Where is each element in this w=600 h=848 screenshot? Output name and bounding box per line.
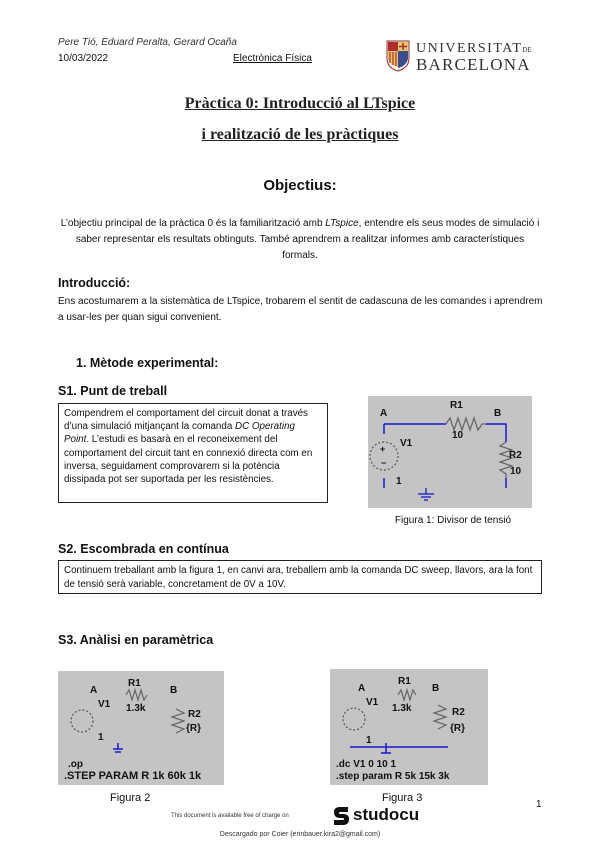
fig1-node-b: B [494, 408, 502, 419]
resistor-r1-icon [446, 418, 486, 430]
fig1-r2-label: R2 [509, 450, 522, 461]
fig3-command-dc: .dc V1 0 10 1 [336, 759, 397, 770]
fig2-node-a: A [90, 685, 98, 696]
figure-2-caption: Figura 2 [110, 792, 151, 804]
voltage-source-icon [343, 708, 365, 730]
page-title-line2: i realització de les pràctiques [201, 126, 399, 143]
figure-1-circuit [368, 396, 532, 508]
date: 10/03/2022 [58, 53, 109, 64]
fig2-r2-value: {R} [186, 723, 202, 734]
svg-text:+: + [380, 444, 386, 454]
fig1-v1-label: V1 [400, 438, 413, 449]
fig2-command-op: .op [68, 759, 83, 770]
studocu-logo[interactable] [331, 804, 441, 828]
fig1-v1-value: 1 [396, 476, 402, 487]
resistor-r2-icon [434, 705, 446, 729]
resistor-r2-icon [172, 709, 184, 733]
fig3-r2-value: {R} [450, 723, 466, 734]
fig2-r1-label: R1 [128, 678, 141, 689]
university-name-line1: UNIVERSITATDE [416, 41, 532, 56]
figure-3-caption: Figura 3 [382, 792, 423, 804]
studocu-availability-note: This document is available free of charge on [171, 813, 289, 819]
fig3-r1-value: 1.3k [392, 703, 412, 714]
fig3-v1-label: V1 [366, 697, 379, 708]
fig1-node-a: A [380, 408, 388, 419]
voltage-source-icon [71, 710, 93, 732]
fig1-r1-value: 10 [452, 430, 464, 441]
section-heading-metode: 1. Mètode experimental: [76, 356, 219, 370]
s2-text-box: Continuem treballant amb la figura 1, en canvi ara, treballem amb la comanda DC sweep, llavors, ara la font de tensió serà variable, concretament de 0V a 10V. [58, 560, 542, 594]
s3-heading: S3. Anàlisi en paramètrica [58, 633, 214, 647]
introduccio-heading: Introducció: [58, 276, 131, 290]
fig3-node-b: B [432, 683, 440, 694]
objectius-heading: Objectius: [263, 177, 337, 194]
figure-1-caption: Figura 1: Divisor de tensió [394, 515, 512, 526]
s1-heading: S1. Punt de treball [58, 384, 168, 398]
university-logo [386, 40, 532, 74]
figure-3-circuit [330, 669, 488, 785]
svg-text:−: − [381, 458, 387, 468]
resistor-r1-icon [126, 690, 147, 700]
s1-text-box: Compendrem el comportament del circuit donat a través d’una simulació mitjançant la comanda DC Operating Point. L’estudi es basarà en el reconeixement del comportament del circuit tant en connexió directa com en inversa, seguidament comprovarem si la potència dissipada pot ser suportada per les resistències. [58, 403, 328, 503]
ground-icon [418, 488, 434, 500]
page-title-line1: Pràctica 0: Introducció al LTspice [184, 95, 416, 112]
ground-icon [381, 743, 391, 753]
fig3-command-step: .step param R 5k 15k 3k [336, 771, 450, 782]
ground-icon [113, 743, 123, 752]
introduccio-text: Ens acostumarem a la sistemàtica de LTspice, trobarem el sentit de cadascuna de les comandes i aprendrem a usar-les per quan sigui convenient. [58, 296, 543, 323]
fig1-r1-label: R1 [450, 400, 463, 411]
university-crest-icon [386, 40, 410, 72]
fig2-r2-label: R2 [188, 709, 201, 720]
fig3-r2-label: R2 [452, 707, 465, 718]
fig2-v1-value: 1 [98, 732, 104, 743]
university-name-line2: BARCELONA [416, 55, 531, 74]
fig2-r1-value: 1.3k [126, 703, 146, 714]
fig3-node-a: A [358, 683, 366, 694]
download-note: Descargado por Coier (erinbauer.kira2@gmail.com) [219, 831, 381, 838]
fig1-r2-value: 10 [510, 466, 522, 477]
fig2-v1-label: V1 [98, 699, 111, 710]
figure-2-circuit [58, 671, 224, 785]
objectius-text: L’objectiu principal de la pràctica 0 és la familiarització amb LTspice, entendre els seus modes de simulació i saber representar els resultats obtinguts. També aprendrem a realitzar informes amb característiques formals. [60, 218, 540, 261]
studocu-s-icon [331, 805, 351, 827]
fig2-command-step: .STEP PARAM R 1k 60k 1k [64, 770, 202, 782]
fig3-r1-label: R1 [398, 676, 411, 687]
studocu-brand: studocu [353, 805, 420, 824]
s2-heading: S2. Escombrada en contínua [58, 542, 229, 556]
page-number: 1 [536, 799, 542, 810]
authors: Pere Tió, Eduard Peralta, Gerard Ocaña [58, 37, 237, 48]
resistor-r1-icon [398, 690, 416, 700]
fig3-v1-value: 1 [366, 735, 372, 746]
course-name: Electrònica Física [233, 53, 312, 64]
fig2-node-b: B [170, 685, 178, 696]
